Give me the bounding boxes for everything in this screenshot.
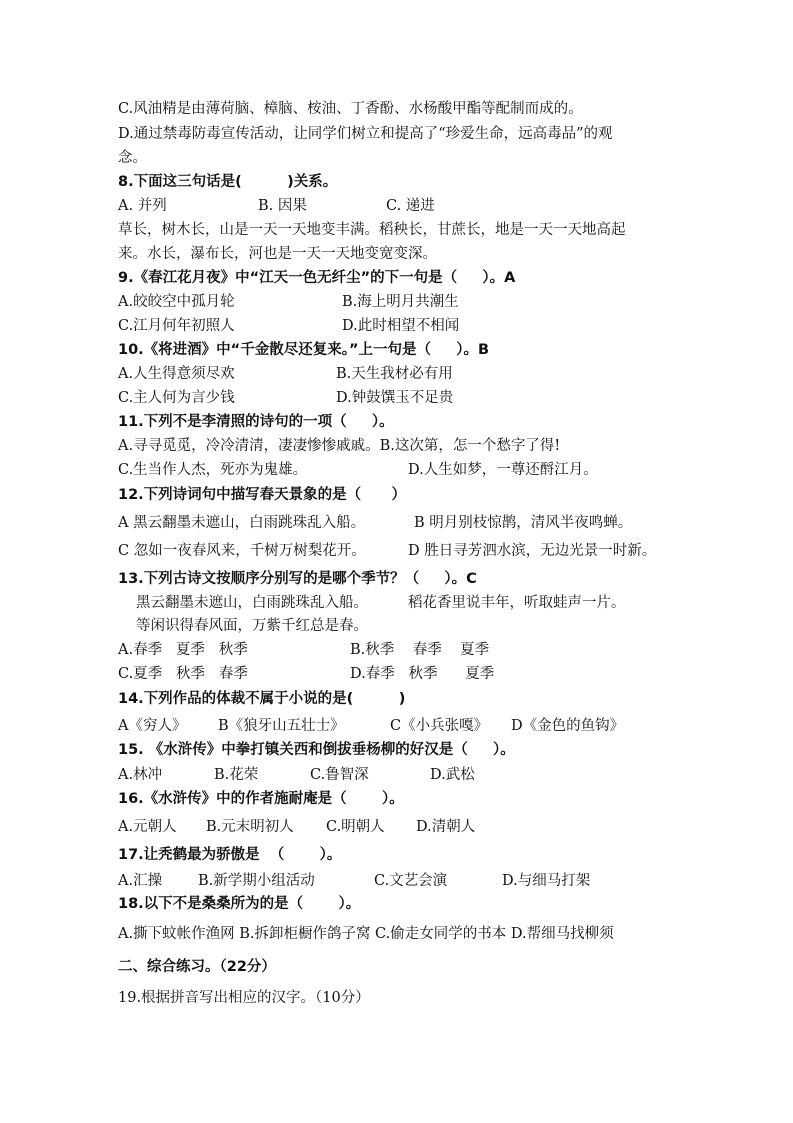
q14-option-d: D《金色的鱼钩》 [511,718,625,734]
q12-option-a: A 黑云翻墨未遮山，白雨跳珠乱入船。 [118,515,366,531]
option-d-line-cont: 念。 [118,150,147,166]
question-13: 13.下列古诗文按顺序分别写的是哪个季节？（ ）。C [118,571,477,587]
q15-option-c: C.鲁智深 [310,767,369,783]
q13-option-b: B.秋季 春季 夏季 [350,642,490,658]
question-14: 14.下列作品的体裁不属于小说的是( ) [118,691,406,707]
q13-option-c: C.夏季 秋季 春季 [118,666,248,682]
q16-option-a: A.元朝人 [118,819,177,835]
q12-option-b: B 明月别枝惊鹊，清风半夜鸣蝉。 [414,515,633,531]
question-15: 15. 《水浒传》中拳打镇关西和倒拔垂杨柳的好汉是（ ）。 [118,742,515,758]
q11-option-d: D.人生如梦，一尊还酹江月。 [408,462,598,478]
q16-option-d: D.清朝人 [416,819,476,835]
q10-option-a: A.人生得意须尽欢 [118,366,235,382]
q14-option-a: A《穷人》 [118,718,187,734]
q16-option-b: B.元末明初人 [206,819,294,835]
section-2-title: 二、综合练习。（22分） [118,959,276,975]
q8-option-a: A. 并列 [118,198,167,214]
question-18: 18.以下不是桑桑所为的是（ ）。 [118,896,361,912]
q10-option-d: D.钟鼓馔玉不足贵 [336,390,454,406]
q9-option-a: A.皎皎空中孤月轮 [118,294,235,310]
q14-option-c: C《小兵张嘎》 [390,718,489,734]
q8-option-c: C. 递进 [386,198,435,214]
q9-option-d: D.此时相望不相闻 [342,318,460,334]
option-d-line: D.通过禁毒防毒宣传活动，让同学们树立和提高了“珍爱生命，远高毒品”的观 [118,126,613,142]
q17-option-b: B.新学期小组活动 [198,873,315,889]
q13-option-a: A.春季 夏季 秋季 [118,642,248,658]
q9-option-c: C.江月何年初照人 [118,318,235,334]
q17-option-d: D.与细马打架 [502,873,591,889]
q18-options: A.撕下蚊帐作渔网 B.拆卸柜橱作鸽子窝 C.偷走女同学的书本 D.帮细马找柳须 [118,926,614,942]
q12-option-c: C 忽如一夜春风来，千树万树梨花开。 [118,543,366,559]
q17-option-c: C.文艺会演 [374,873,448,889]
q13-option-d: D.春季 秋季 夏季 [350,666,495,682]
q9-option-b: B.海上明月共潮生 [342,294,459,310]
q8-passage-line2: 来。水长，瀑布长，河也是一天一天地变宽变深。 [118,246,437,262]
q11-options-ab: A.寻寻觅觅，冷冷清清，凄凄惨惨戚戚。B.这次第，怎一个愁字了得! [118,438,561,454]
question-11: 11.下列不是李清照的诗句的一项（ ）。 [118,414,394,430]
question-19: 19.根据拼音写出相应的汉字。（10分） [118,990,370,1006]
q10-option-b: B.天生我材必有用 [336,366,453,382]
q12-option-d: D 胜日寻芳泗水滨，无边光景一时新。 [408,543,657,559]
q11-option-c: C.生当作人杰，死亦为鬼雄。 [118,462,308,478]
q17-option-a: A.汇操 [118,873,163,889]
question-12: 12.下列诗词句中描写春天景象的是（ ） [118,487,406,503]
question-16: 16.《水浒传》中的作者施耐庵是（ ）。 [118,791,404,807]
option-c-line: C.风油精是由薄荷脑、樟脑、桉油、丁香酚、水杨酸甲酯等配制而成的。 [118,101,583,117]
q8-passage-line1: 草长，树木长，山是一天一天地变丰满。稻秧长，甘蔗长，地是一天一天地高起 [118,222,626,238]
q14-option-b: B《狼牙山五壮士》 [218,718,345,734]
q8-option-b: B. 因果 [258,198,307,214]
q16-option-c: C.明朝人 [326,819,385,835]
q15-option-d: D.武松 [430,767,475,783]
q13-poem-b: 稻花香里说丰年，听取蛙声一片。 [408,595,626,611]
question-9: 9.《春江花月夜》中“江天一色无纤尘”的下一句是（ ）。A [118,270,516,286]
question-8: 8.下面这三句话是( )关系。 [118,174,338,190]
q13-poem-a: 黑云翻墨未遮山，白雨跳珠乱入船。 [136,595,368,611]
q13-poem-c: 等闲识得春风面，万紫千红总是春。 [136,618,368,634]
q10-option-c: C.主人何为言少钱 [118,390,235,406]
q15-option-a: A.林冲 [118,767,163,783]
question-17: 17.让秃鹤最为骄傲是 （ ）。 [118,847,342,863]
q15-option-b: B.花荣 [214,767,259,783]
question-10: 10.《将进酒》中“千金散尽还复来。”上一句是（ ）。B [118,342,490,358]
